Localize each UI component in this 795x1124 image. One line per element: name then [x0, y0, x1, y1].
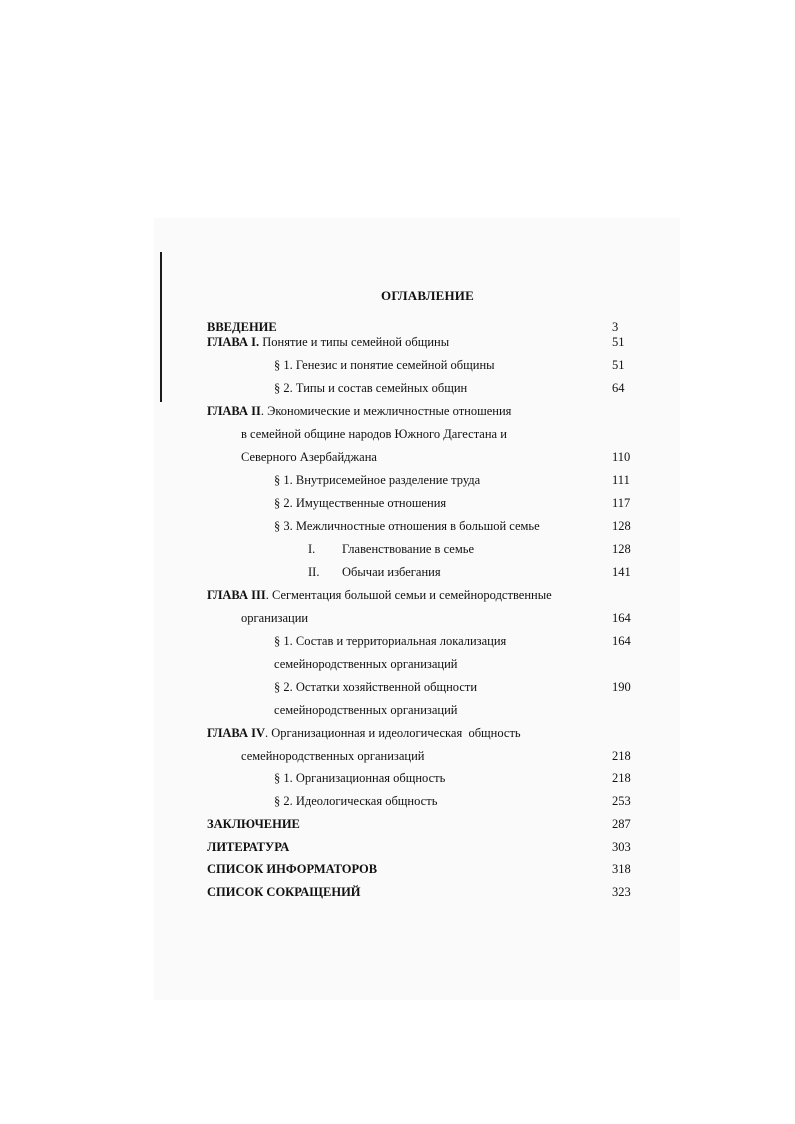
toc-ch4-section-2: § 2. Идеологическая общность	[274, 794, 438, 808]
toc-chapter-1-number: ГЛАВА I.	[207, 335, 260, 349]
toc-literature-label: ЛИТЕРАТУРА	[207, 840, 290, 854]
toc-conclusion-label: ЗАКЛЮЧЕНИЕ	[207, 817, 300, 831]
toc-informants-page: 318	[612, 862, 631, 876]
toc-intro-page: 3	[612, 320, 619, 334]
toc-chapter-1-page: 51	[612, 335, 625, 349]
toc-chapter-3-number: ГЛАВА III	[207, 588, 266, 602]
toc-conclusion-page: 287	[612, 817, 631, 831]
toc-ch2-section-3: § 3. Межличностные отношения в большой семье	[274, 519, 540, 533]
toc-ch3-section-2-line2: семейнородственных организаций	[274, 703, 458, 717]
toc-intro-label: ВВЕДЕНИЕ	[207, 320, 277, 334]
toc-ch1-section-1-page: 51	[612, 358, 625, 372]
toc-ch2-s3-numeral-2: II.	[308, 565, 320, 579]
toc-ch2-section-3-page: 128	[612, 519, 631, 533]
toc-ch4-section-2-page: 253	[612, 794, 631, 808]
toc-ch3-section-1-line2: семейнородственных организаций	[274, 657, 458, 671]
toc-ch2-s3-item-1: Главенствование в семье	[342, 542, 474, 556]
toc-ch4-section-1-page: 218	[612, 771, 631, 785]
toc-chapter-3-page: 164	[612, 611, 631, 625]
toc-ch2-section-2: § 2. Имущественные отношения	[274, 496, 447, 510]
toc-chapter-4-page: 218	[612, 749, 631, 763]
toc-chapter-4-number: ГЛАВА IV	[207, 726, 266, 740]
toc-chapter-2-title: . Экономические и межличностные отношения	[260, 404, 512, 418]
toc-ch2-s3-numeral-1: I.	[308, 542, 316, 556]
toc-ch3-section-2: § 2. Остатки хозяйственной общности	[274, 680, 478, 694]
toc-chapter-3-title-line2: организации	[241, 611, 309, 625]
toc-ch2-s3-item-2-page: 141	[612, 565, 631, 579]
toc-ch3-section-1-page: 164	[612, 634, 631, 648]
toc-chapter-2-title-line2: в семейной общине народов Южного Дагестана и	[241, 427, 507, 441]
toc-ch3-section-1: § 1. Состав и территориальная локализация	[274, 634, 507, 648]
toc-chapter-1-title: Понятие и типы семейной общины	[262, 335, 450, 349]
toc-ch2-section-1-page: 111	[612, 473, 630, 487]
toc-ch1-section-2: § 2. Типы и состав семейных общин	[274, 381, 468, 395]
toc-abbreviations-label: СПИСОК СОКРАЩЕНИЙ	[207, 885, 361, 899]
toc-ch3-section-2-page: 190	[612, 680, 631, 694]
toc-chapter-4-title: . Организационная и идеологическая общность	[265, 726, 521, 740]
toc-ch2-s3-item-1-page: 128	[612, 542, 631, 556]
toc-literature-page: 303	[612, 840, 631, 854]
toc-ch2-section-1: § 1. Внутрисемейное разделение труда	[274, 473, 481, 487]
toc-ch1-section-1: § 1. Генезис и понятие семейной общины	[274, 358, 495, 372]
toc-ch4-section-1: § 1. Организационная общность	[274, 771, 446, 785]
toc-informants-label: СПИСОК ИНФОРМАТОРОВ	[207, 862, 378, 876]
toc-chapter-1	[207, 335, 449, 349]
toc-chapter-2-title-line3: Северного Азербайджана	[241, 450, 377, 464]
toc-chapter-3	[207, 588, 552, 602]
toc-chapter-2-number: ГЛАВА II	[207, 404, 261, 418]
toc-ch2-section-2-page: 117	[612, 496, 631, 510]
toc-chapter-4	[207, 726, 521, 740]
toc-ch1-section-2-page: 64	[612, 381, 625, 395]
toc-abbreviations-page: 323	[612, 885, 631, 899]
toc-chapter-2	[207, 404, 511, 418]
toc-chapter-2-page: 110	[612, 450, 631, 464]
page-title: ОГЛАВЛЕНИЕ	[381, 288, 474, 303]
toc-chapter-4-title-line2: семейнородственных организаций	[241, 749, 425, 763]
toc-chapter-3-title: . Сегментация большой семьи и семейнородственные	[265, 588, 552, 602]
toc-ch2-s3-item-2: Обычаи избегания	[342, 565, 441, 579]
